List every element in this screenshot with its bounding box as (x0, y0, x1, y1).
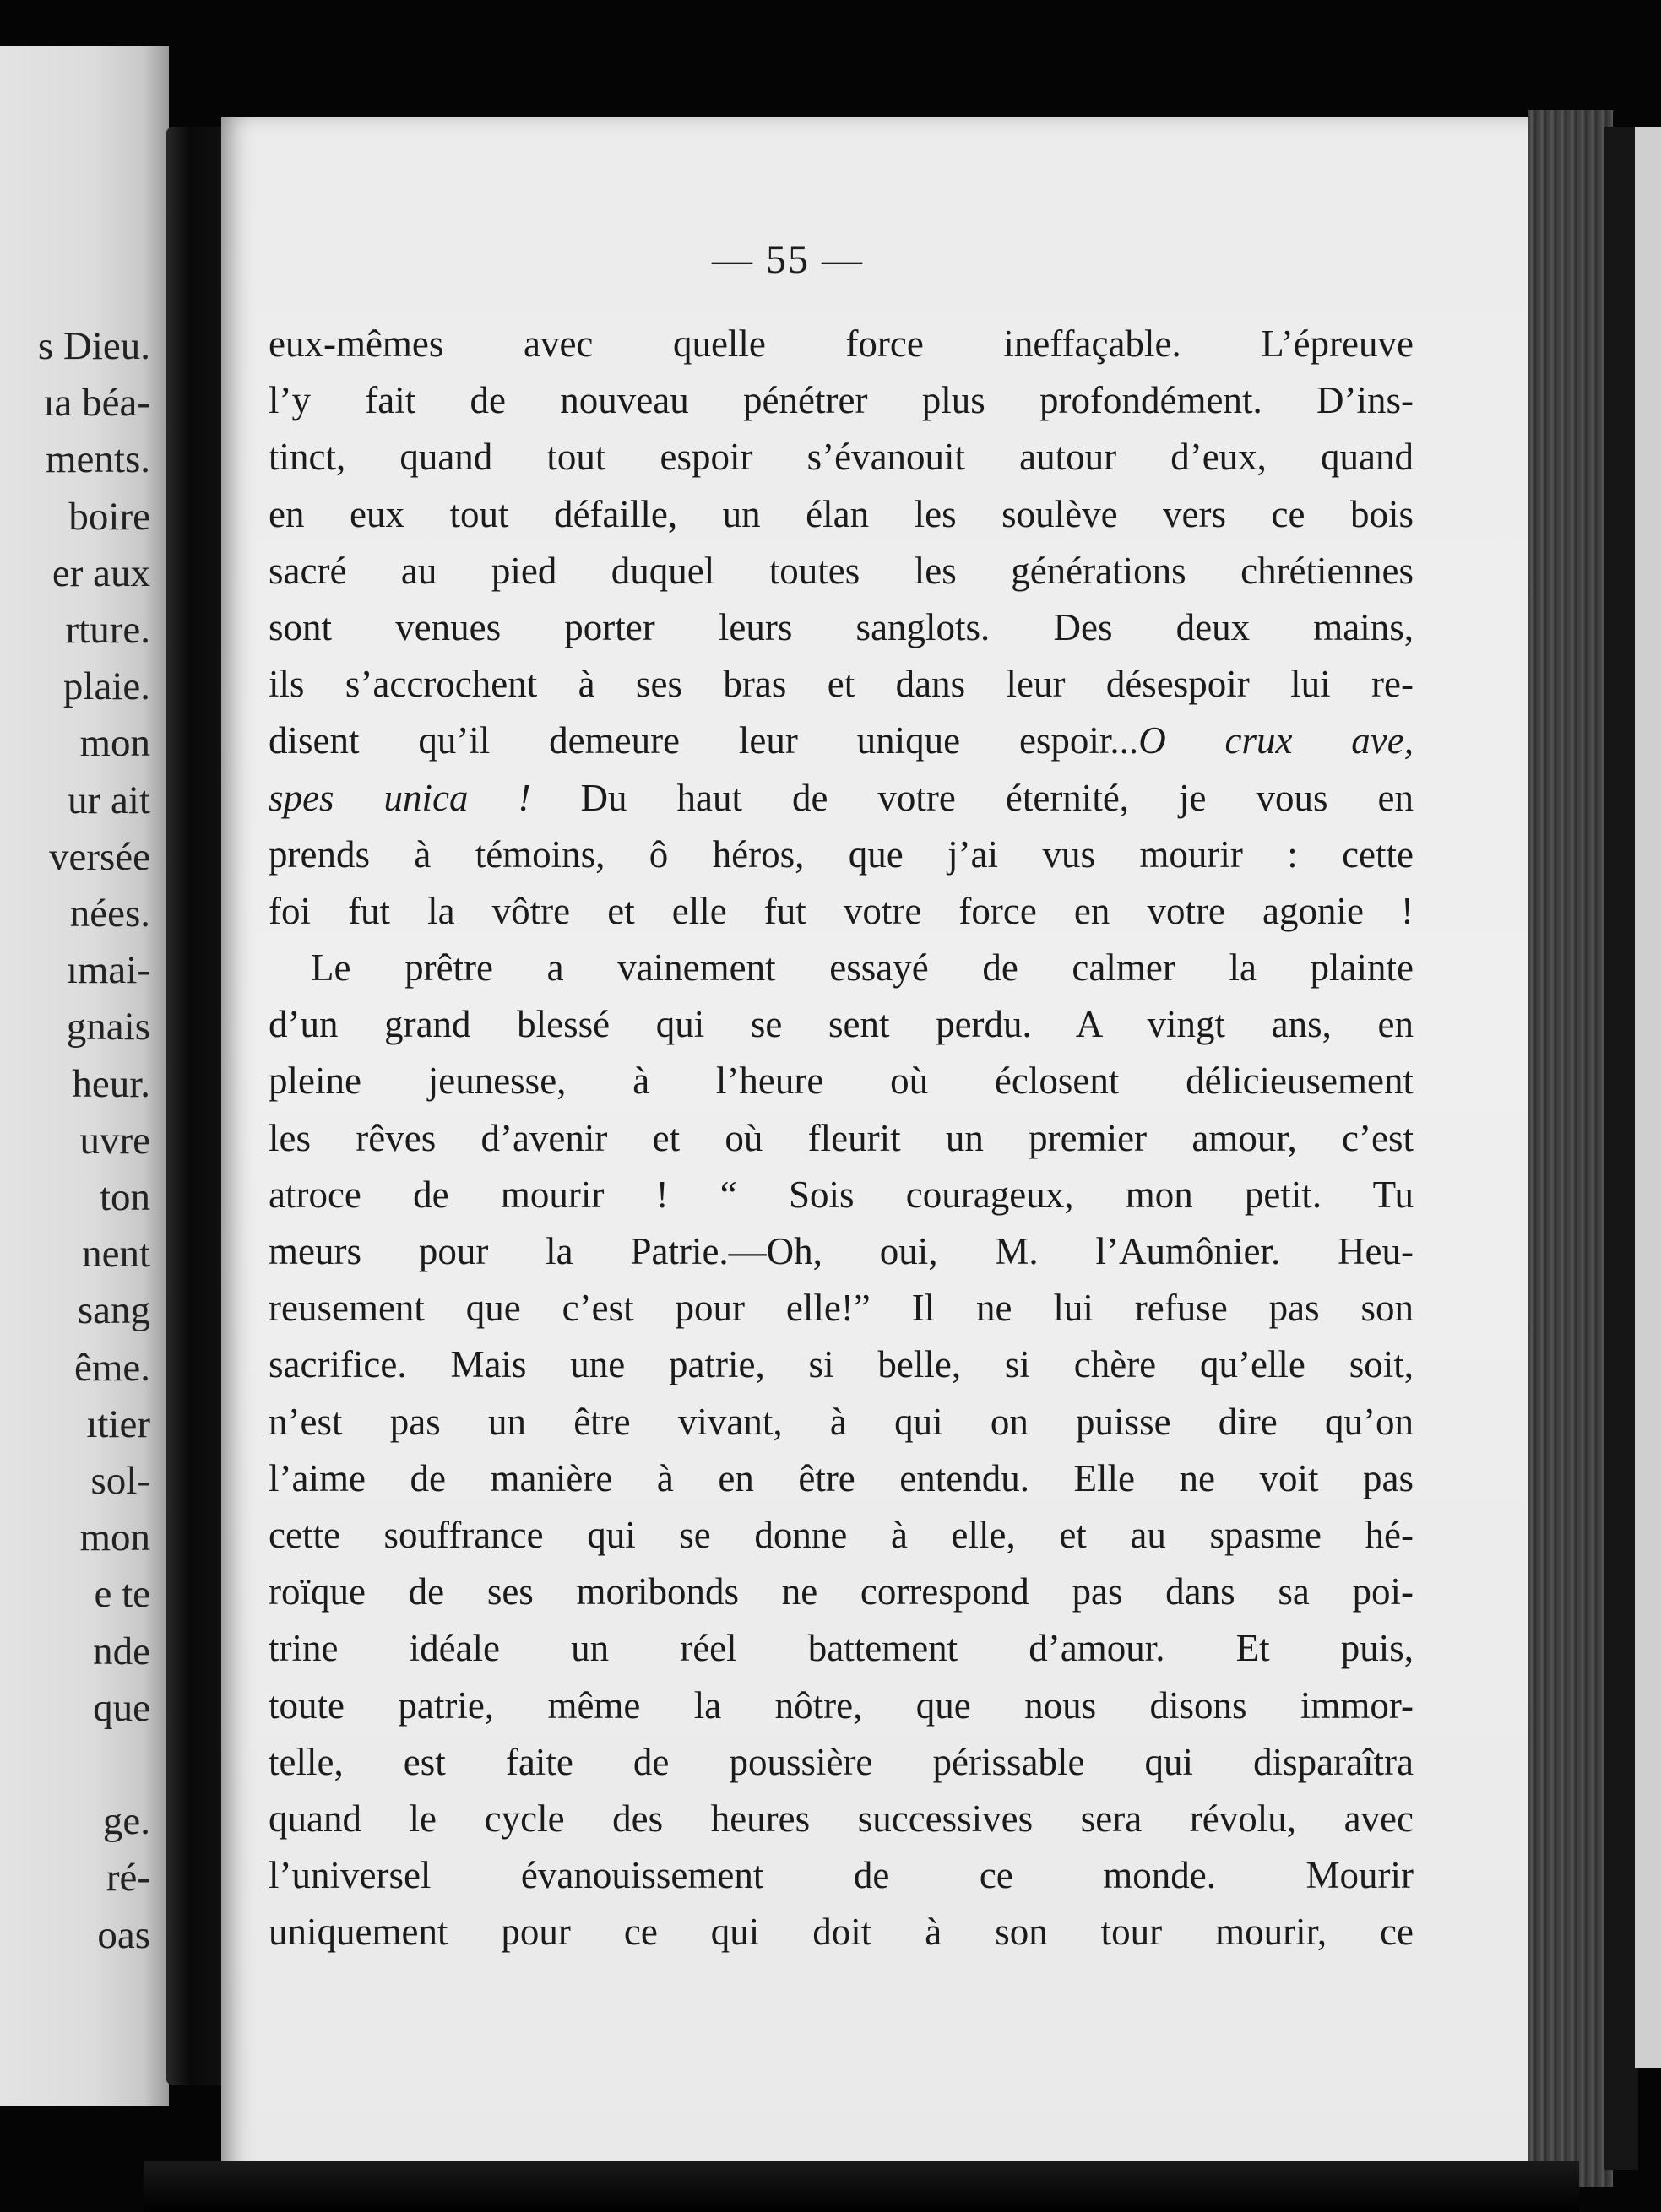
latin-phrase-part-1: O crux ave, (1138, 719, 1414, 762)
left-facing-page (0, 46, 169, 2106)
left-page-fragment: heur. (72, 1061, 150, 1106)
left-page-fragment: nent (82, 1232, 150, 1277)
left-page-fragment: s Dieu. (37, 324, 150, 368)
text-line-27: quand le cycle des heures successives sera révolu, avec (269, 1797, 1414, 1840)
left-page-fragment: mon (79, 721, 150, 766)
right-page (221, 117, 1532, 2185)
text-line-15: les rêves d’avenir et où fleurit un premier amour, c’est (269, 1116, 1414, 1159)
left-page-fragment (38, 1737, 150, 1793)
text-line-9 (269, 770, 1414, 827)
text-line-25: toute patrie, même la nôtre, que nous disons immor- (269, 1683, 1414, 1727)
left-page-fragment: sang (77, 1288, 150, 1333)
left-page-fragment: rture. (65, 608, 150, 653)
latin-phrase-part-2: spes unica ! (269, 776, 531, 819)
left-page-fragment: versée (48, 834, 150, 879)
left-page-fragment: e te (94, 1572, 150, 1617)
left-page-fragment: er aux (52, 550, 150, 595)
text-line-4: en eux tout défaille, un élan les soulève vers ce bois (269, 492, 1414, 535)
text-line-7: ils s’accrochent à ses bras et dans leur désespoir lui re- (269, 663, 1414, 706)
left-page-fragment: ge. (102, 1799, 150, 1844)
bottom-shadow (144, 2161, 1579, 2212)
text-line-13: d’un grand blessé qui se sent perdu. A vingt ans, en (269, 1003, 1414, 1046)
left-page-fragment: ments. (45, 437, 150, 482)
left-page-fragment: uvre (79, 1118, 150, 1163)
text-line-6: sont venues porter leurs sanglots. Des deux mains, (269, 605, 1414, 648)
left-page-fragment: ıtier (86, 1401, 150, 1446)
text-line-26: telle, est faite de poussière périssable qui disparaîtra (269, 1740, 1414, 1783)
left-page-fragment: nde (93, 1629, 150, 1673)
text-line-3: tinct, quand tout espoir s’évanouit autour d’eux, quand (269, 436, 1414, 479)
left-page-fragment: que (93, 1685, 150, 1730)
left-page-fragment: ur ait (68, 778, 150, 822)
left-page-fragment: ımai- (66, 948, 150, 993)
text-line-23: roïque de ses moribonds ne correspond pas dans sa poi- (269, 1570, 1414, 1613)
text-line-16: atroce de mourir ! “ Sois courageux, mon petit. Tu (269, 1173, 1414, 1216)
left-page-fragment: boire (68, 494, 150, 539)
text-line-11: foi fut la vôtre et elle fut votre force en votre agonie ! (269, 889, 1414, 932)
text-line-2: l’y fait de nouveau pénétrer plus profondément. D’ins- (269, 379, 1414, 422)
text-line-8-roman: disent qu’il demeure leur unique espoir... (269, 719, 1139, 762)
left-page-fragment: ré- (106, 1856, 150, 1900)
text-line-12: Le prêtre a vainement essayé de calmer la plainte (311, 946, 1414, 989)
text-line-17: meurs pour la Patrie.—Oh, oui, M. l’Aumônier. Heu- (269, 1230, 1414, 1272)
text-line-29: uniquement pour ce qui doit à son tour mourir, ce (269, 1911, 1414, 1954)
background-strip (1635, 127, 1661, 2068)
text-line-8 (269, 713, 1414, 769)
book-gutter-shadow (166, 127, 226, 2085)
left-page-fragment: sol- (90, 1459, 150, 1504)
left-page-fragment: plaie. (62, 664, 150, 709)
left-page-fragment: oas (97, 1912, 150, 1957)
text-line-20: n’est pas un être vivant, à qui on puisse dire qu’on (269, 1400, 1414, 1443)
text-line-1: eux-mêmes avec quelle force ineffaçable. L’épreuve (269, 323, 1414, 365)
text-line-9-roman: Du haut de votre éternité, je vous en (530, 776, 1414, 819)
left-page-fragment: ême. (73, 1345, 150, 1390)
left-page-fragment: ıa béa- (43, 381, 150, 426)
left-page-text-fragments (38, 318, 150, 1964)
text-line-14: pleine jeunesse, à l’heure où éclosent délicieusement (269, 1060, 1414, 1103)
left-page-fragment: nées. (69, 892, 150, 936)
text-line-10: prends à témoins, ô héros, que j’ai vus mourir : cette (269, 832, 1414, 876)
text-line-18: reusement que c’est pour elle!” Il ne lui refuse pas son (269, 1287, 1414, 1330)
text-line-24: trine idéale un réel battement d’amour. Et puis, (269, 1627, 1414, 1670)
book-cover-edge (1604, 127, 1638, 2170)
body-text (269, 316, 1414, 1960)
left-page-fragment: mon (79, 1515, 150, 1560)
text-line-21: l’aime de manière à en être entendu. Elle ne voit pas (269, 1456, 1414, 1499)
text-line-5: sacré au pied duquel toutes les générations chrétiennes (269, 549, 1414, 592)
page-edges (1528, 110, 1613, 2187)
left-page-fragment: gnais (66, 1005, 150, 1049)
text-line-19: sacrifice. Mais une patrie, si belle, si chère qu’elle soit, (269, 1343, 1414, 1386)
text-line-22: cette souffrance qui se donne à elle, et au spasme hé- (269, 1513, 1414, 1556)
text-line-28: l’universel évanouissement de ce monde. Mourir (269, 1854, 1414, 1897)
page-number: — 55 — (712, 237, 864, 282)
left-page-fragment: ton (99, 1175, 150, 1220)
